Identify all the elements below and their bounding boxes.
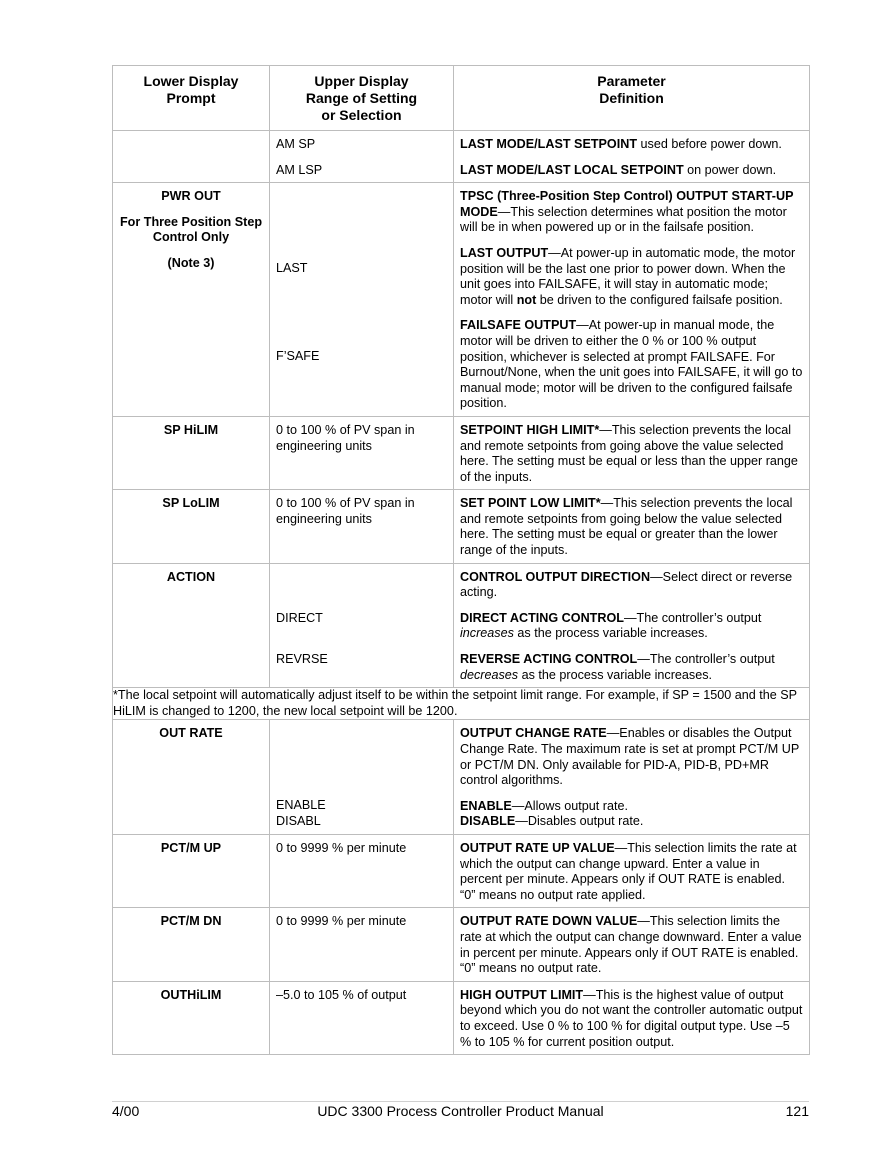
header-lower-display-prompt: Lower Display Prompt [113, 66, 270, 131]
range-text: 0 to 9999 % per minute [276, 840, 407, 855]
definition-text: CONTROL OUTPUT DIRECTION—Select direct or reverse acting. [460, 569, 793, 600]
footnote-row [113, 688, 810, 720]
prompt-cell [113, 131, 270, 183]
range-text: REVRSE [276, 651, 328, 666]
definition-text: REVERSE ACTING CONTROL—The controller’s output decreases as the process variable increases. [460, 652, 775, 682]
prompt-name: SP LoLIM [162, 496, 220, 511]
range-cell [270, 908, 454, 981]
definition-cell [454, 131, 810, 183]
table-row [113, 981, 810, 1054]
range-text: DISABL [276, 814, 321, 828]
definition-text: SETPOINT HIGH LIMIT*—This selection prevents the local and remote setpoints from going above the value selected here. The setting must be equal or less than the upper range of the inputs. [460, 422, 798, 484]
definition-cell [454, 490, 810, 563]
prompt-cell [113, 416, 270, 489]
prompt-note: (Note 3) [167, 255, 215, 270]
table-header-row [113, 66, 810, 131]
definition-cell [454, 981, 810, 1054]
prompt-name: ACTION [166, 569, 216, 584]
header-parameter-definition: Parameter Definition [454, 66, 810, 131]
footer-page-number: 121 [785, 1103, 809, 1119]
prompt-cell [113, 720, 270, 835]
definition-text: DISABLE—Disables output rate. [460, 814, 644, 829]
definition-cell [454, 720, 810, 835]
header-upper-display-range: Upper Display Range of Setting or Selection [270, 66, 454, 131]
footer-title: UDC 3300 Process Controller Product Manual [317, 1103, 604, 1119]
range-text: ENABLE [276, 798, 326, 813]
prompt-cell [113, 981, 270, 1054]
range-text: 0 to 100 % of PV span in engineering units [276, 422, 415, 453]
range-cell [270, 981, 454, 1054]
range-cell [270, 416, 454, 489]
range-cell [270, 490, 454, 563]
table-row [113, 131, 810, 183]
range-text: AM LSP [276, 162, 323, 177]
range-text: F’SAFE [276, 349, 320, 364]
table-row [113, 908, 810, 981]
definition-cell [454, 834, 810, 907]
range-cell [270, 834, 454, 907]
range-text: AM SP [276, 137, 316, 151]
definition-cell [454, 416, 810, 489]
definition-text: HIGH OUTPUT LIMIT—This is the highest value of output beyond which you do not want the controller automatic output to exceed. Use 0 % to 100 % for digital output type. Use –5 % to 105 % for current position output. [460, 987, 803, 1049]
table-row [113, 490, 810, 563]
range-cell [270, 183, 454, 417]
table-row [113, 416, 810, 489]
prompt-cell [113, 183, 270, 417]
definition-text: TPSC (Three-Position Step Control) OUTPUT START-UP MODE—This selection determines what position the motor will be in when powered up or in the failsafe position. [460, 189, 794, 235]
range-text: 0 to 9999 % per minute [276, 914, 407, 929]
definition-text: LAST OUTPUT—At power-up in automatic mode, the motor position will be the last one prior to power down. When the unit goes into FAILSAFE, it will stay in automatic mode; motor will not be driven to the configured failsafe position. [460, 245, 796, 307]
prompt-cell [113, 563, 270, 688]
definition-text: FAILSAFE OUTPUT—At power-up in manual mode, the motor will be driven to either the 0 % or 100 % output position, whichever is selected at prompt FAILSAFE. For Burnout/None, when the unit goes into FAILSAFE, it will go to manual mode; motor will be driven to the configured failsafe position. [460, 318, 803, 411]
definition-text: OUTPUT RATE UP VALUE—This selection limits the rate at which the output can change upward. Enter a value in percent per minute. Appears only if OUT RATE is enabled. “0” means no output rate applied. [460, 840, 797, 902]
range-text: 0 to 100 % of PV span in engineering units [276, 496, 415, 526]
table-row [113, 563, 810, 688]
definition-text: OUTPUT CHANGE RATE—Enables or disables the Output Change Rate. The maximum rate is set at prompt PCT/M UP or PCT/M DN. Only available for PID-A, PID-B, PD+MR control algorithms. [460, 726, 799, 788]
definition-text: DIRECT ACTING CONTROL—The controller’s output increases as the process variable increases. [460, 610, 762, 641]
prompt-name: PWR OUT [161, 189, 221, 204]
table-row [113, 720, 810, 835]
prompt-cell [113, 834, 270, 907]
definition-text: SET POINT LOW LIMIT*—This selection prevents the local and remote setpoints from going below the value selected here. The setting must be equal or greater than the lower range of the inputs. [460, 496, 793, 558]
parameter-table [112, 65, 810, 1055]
footer-divider [112, 1101, 809, 1102]
prompt-name: OUTHiLIM [160, 987, 222, 1002]
prompt-cell [113, 908, 270, 981]
definition-cell [454, 183, 810, 417]
range-text: DIRECT [276, 610, 323, 625]
range-cell [270, 720, 454, 835]
definition-text: LAST MODE/LAST SETPOINT used before power down. [460, 137, 782, 151]
definition-cell [454, 908, 810, 981]
range-text: LAST [276, 261, 308, 276]
definition-cell [454, 563, 810, 688]
prompt-subtitle: For Three Position Step Control Only [119, 214, 263, 245]
prompt-name: OUT RATE [159, 726, 223, 741]
prompt-name: PCT/M UP [160, 840, 222, 855]
footer-date: 4/00 [112, 1103, 140, 1119]
range-text: –5.0 to 105 % of output [276, 987, 407, 1002]
definition-text: ENABLE—Allows output rate. [460, 798, 628, 813]
footnote-text: *The local setpoint will automatically adjust itself to be within the setpoint limit range. For example, if SP = 1500 and the SP HiLIM is changed to 1200, the new local setpoint will be 1200. [113, 688, 810, 720]
range-cell [270, 563, 454, 688]
prompt-cell [113, 490, 270, 563]
table-row [113, 183, 810, 417]
table-row [113, 834, 810, 907]
prompt-name: SP HiLIM [163, 422, 219, 437]
definition-text: OUTPUT RATE DOWN VALUE—This selection limits the rate at which the output can change downward. Enter a value in percent per minute. Appears only if OUT RATE is enabled. “0” means no output rate. [460, 914, 802, 976]
range-cell [270, 131, 454, 183]
prompt-name: PCT/M DN [160, 914, 222, 929]
definition-text: LAST MODE/LAST LOCAL SETPOINT on power down. [460, 162, 777, 177]
